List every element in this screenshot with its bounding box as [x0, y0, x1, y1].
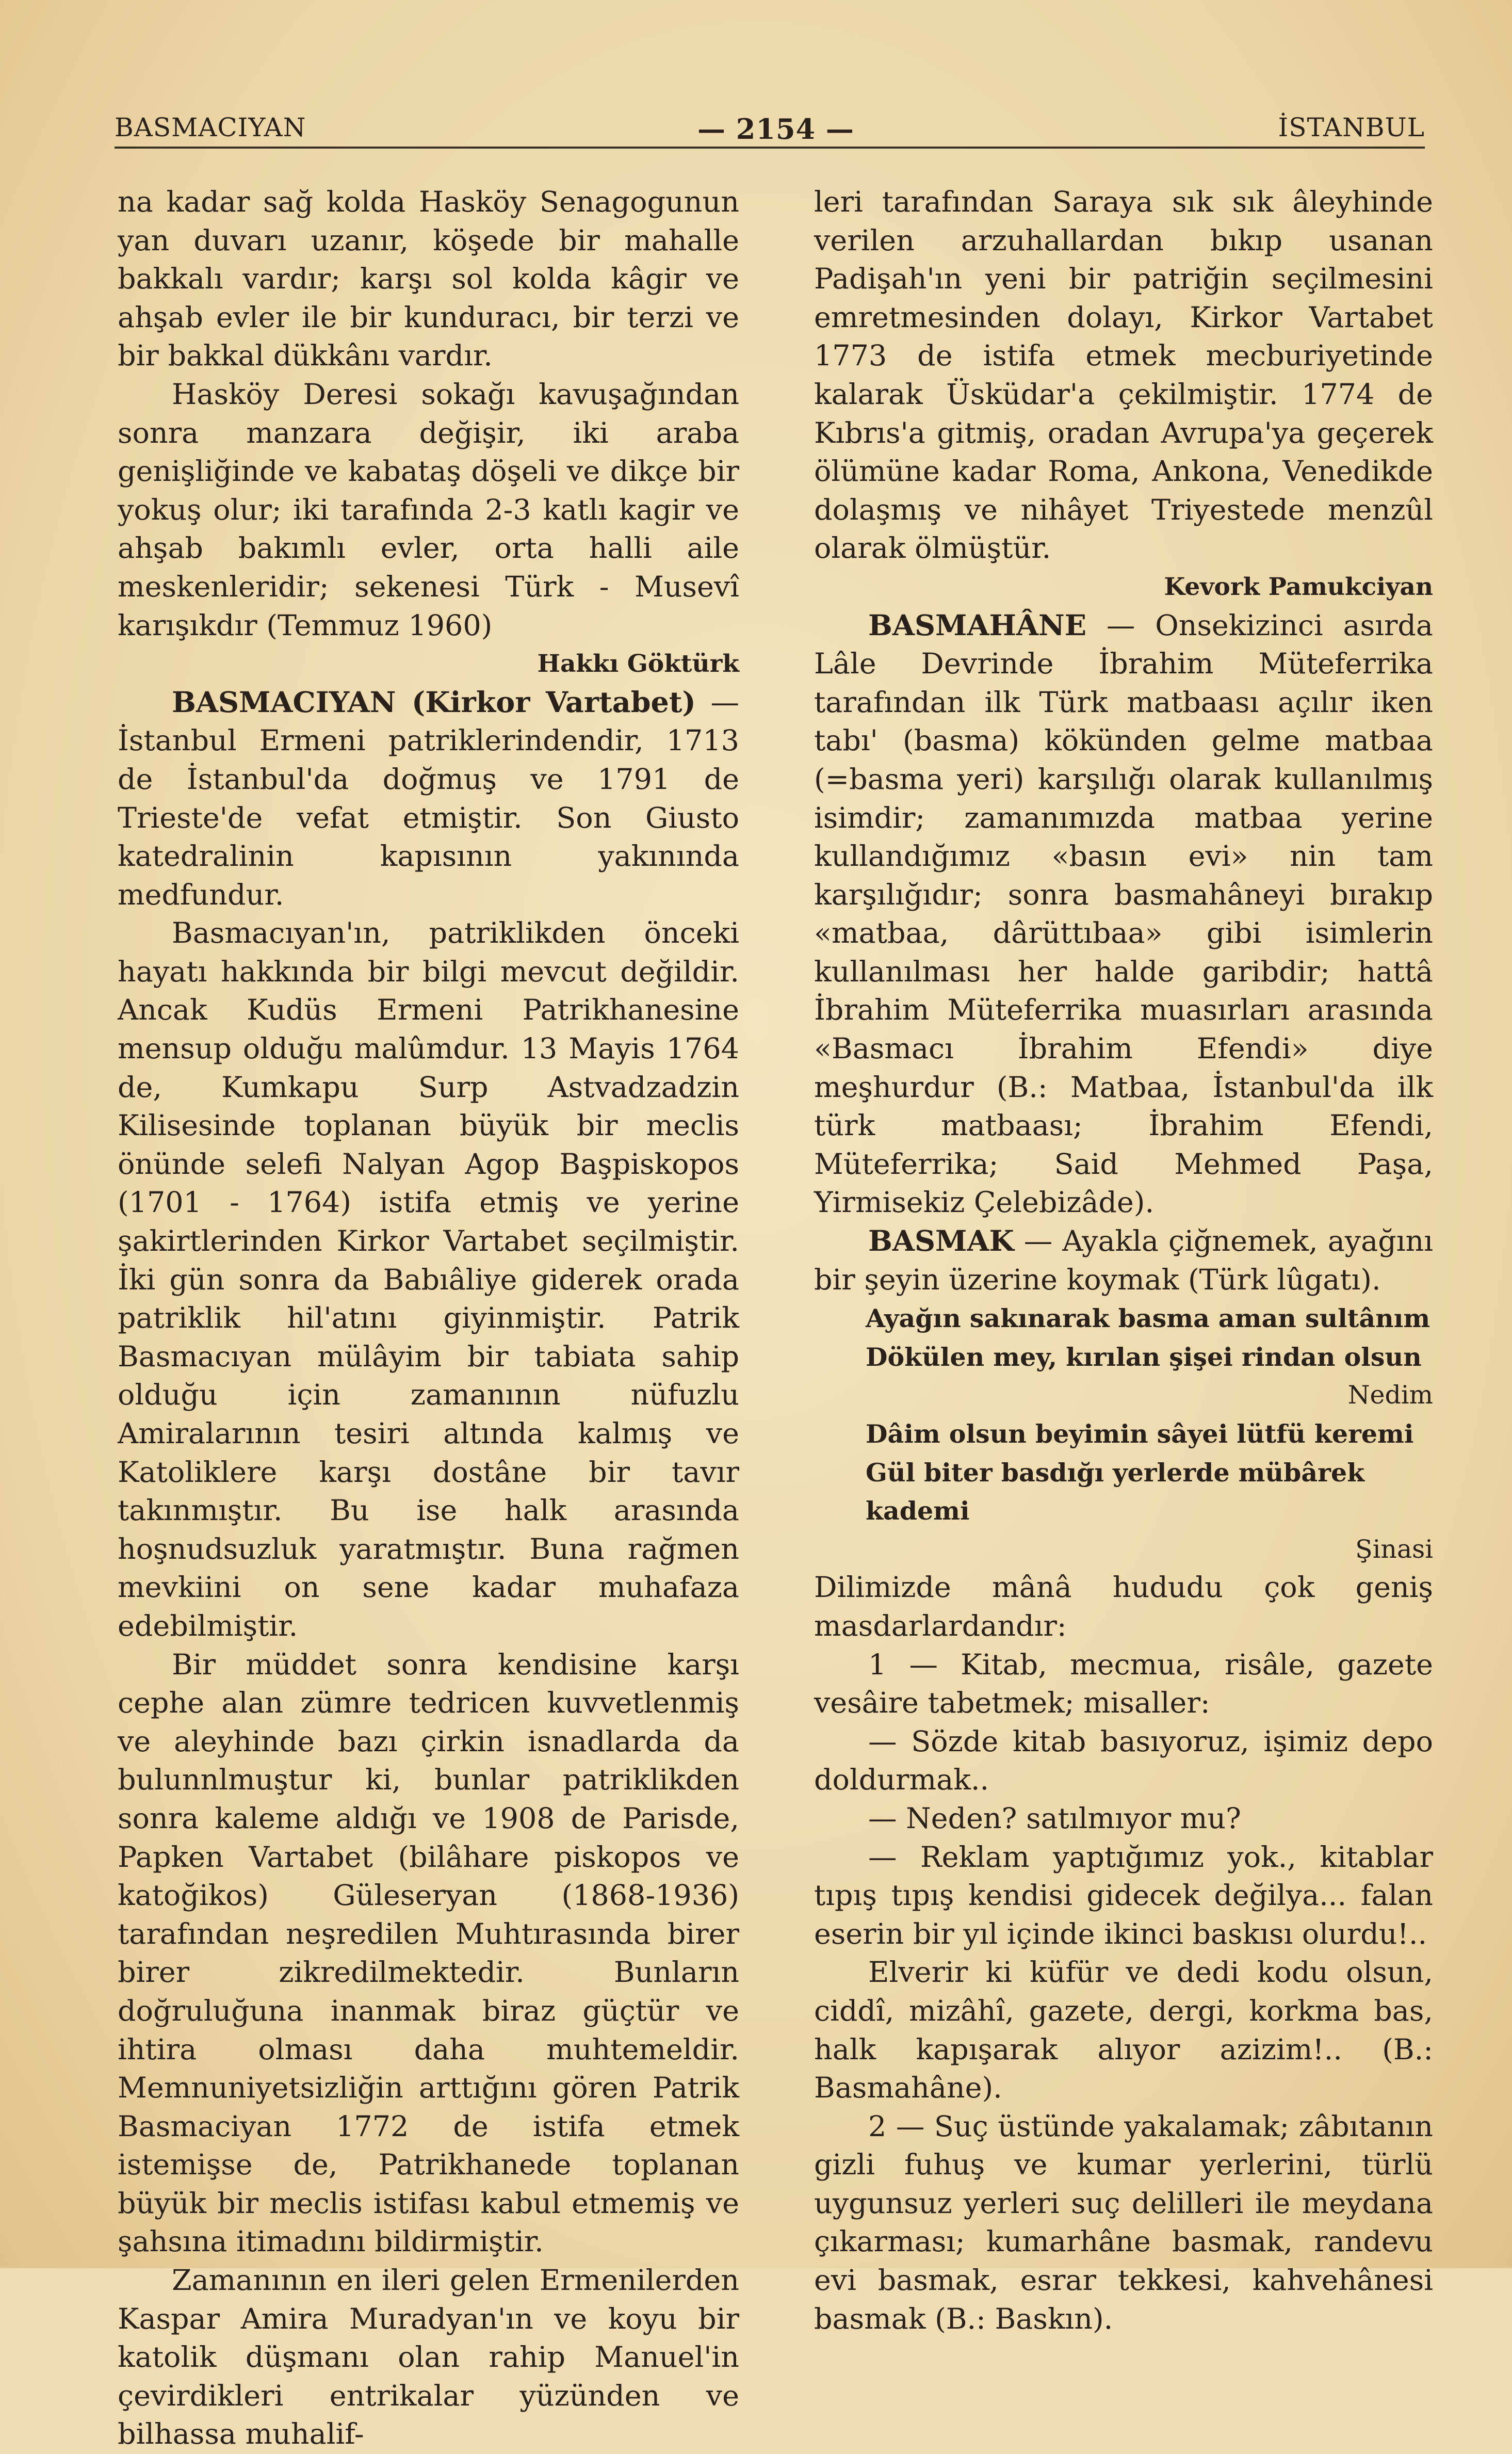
paragraph: — Neden? satılmıyor mu? — [868, 1801, 1241, 1835]
entry-basmaciyan — [118, 684, 739, 915]
page-number: — 2154 — — [697, 112, 854, 146]
page-header — [115, 103, 1425, 150]
entry-headword: BASMAHÂNE — [868, 608, 1087, 642]
paragraph: Elverir ki küfür ve dedi kodu olsun, ciddî, mizâhî, gazete, dergi, korkma bas, halk kapışarak alıyor azizim!.. (B.: Basmahâne). — [814, 1956, 1433, 2105]
entry-text: — Onsekizinci asırda Lâle Devrinde İbrahim Müteferrika tarafından ilk Türk matbaası açılır iken tabı' (basma) kökünden gelme matbaa (=basma yeri) karşılığı olarak kullanılmış isimdir; zamanımızda matbaa yerine kullandığımız «basın evi» nin tam karşılığıdır; sonra basmahâneyi bırakıp «matbaa, dârüttıbaa» gibi isimlerin kullanılması her halde garibdir; hattâ İbrahim Müteferrika muasırları arasında «Basmacı İbrahim Efendi» diye meşhurdur (B.: Matbaa, İstanbul'da ilk türk matbaası; İbrahim Efendi, Müteferrika; Said Mehmed Paşa, Yirmisekiz Çelebizâde). — [814, 608, 1433, 1220]
entry-headword: BASMACIYAN (Kirkor Vartabet) — [172, 685, 696, 719]
paragraph: Dilimizde mânâ hududu çok geniş masdarlardandır: — [814, 1571, 1433, 1643]
entry-basmak — [814, 1222, 1433, 1299]
paragraph: 2 — Suç üstünde yakalamak; zâbıtanın gizli fuhuş ve kumar yerlerini, türlü uygunsuz yerleri suç delilleri ile meydana çıkarması; kumarhâne basmak, randevu evi basmak, esrar tekkesi, kahvehânesi basmak (B.: Baskın). — [814, 2109, 1433, 2336]
entry-basmahane — [814, 607, 1433, 1223]
paragraph: leri tarafından Saraya sık sık âleyhinde verilen arzuhallardan bıkıp usanan Padişah'ın yeni bir patriğin seçilmesini emretmesinden dolayı, Kirkor Vartabet 1773 de istifa etmek mecburiyetinde kalarak Üsküdar'a çekilmiştir. 1774 de Kıbrıs'a gitmiş, oradan Avrupa'ya geçerek ölümüne kadar Roma, Ankona, Venedikde dolaşmış ve nihâyet Triyestede menzûl olarak ölmüştür. — [814, 185, 1433, 566]
entry-text: — Ayakla çiğnemek, ayağını bir şeyin üzerine koymak (Türk lûgatı). — [814, 1224, 1433, 1297]
verse-line: Ayağın sakınarak basma aman sultânım — [866, 1303, 1430, 1334]
paragraph: Zamanının en ileri gelen Ermenilerden Kaspar Amira Muradyan'ın ve koyu bir katolik düşmanı olan rahip Manuel'in çevirdikleri entrikalar yüzünden ve bilhassa muhalif- — [118, 2264, 739, 2451]
paragraph: na kadar sağ kolda Hasköy Senagogunun yan duvarı uzanır, köşede bir mahalle bakkalı vardır; karşı sol kolda kâgir ve ahşab evler ile bir kunduracı, bir terzi ve bir bakkal dükkânı vardır. — [118, 185, 739, 373]
header-rule — [115, 147, 1425, 149]
verse-line: Dökülen mey, kırılan şişei rindan olsun — [866, 1342, 1422, 1372]
paragraph: Bir müddet sonra kendisine karşı cephe alan zümre tedricen kuvvetlenmiş ve aleyhinde bazı çirkin isnadlarda da bulunnlmuştur ki, bunlar patriklikden sonra kaleme aldığı ve 1908 de Parisde, Papken Vartabet (bilâhare piskopos ve katoğikos) Güleseryan (1868-1936) tarafından neşredilen Muhtırasında birer birer zikredilmektedir. Bunların doğruluğuna inanmak biraz güçtür ve ihtira olması daha muhtemeldir. Memnuniyetsizliğin arttığını gören Patrik Basmaciyan 1772 de istifa etmek istemişse de, Patrikhanede toplanan büyük bir meclis istifası kabul etmemiş ve şahsına itimadını bildirmiştir. — [118, 1648, 739, 2259]
paragraph: Basmacıyan'ın, patriklikden önceki hayatı hakkında bir bilgi mevcut değildir. Ancak Kudüs Ermeni Patrikhanesine mensup olduğu malûmdur. 13 Mayis 1764 de, Kumkapu Surp Astvadzadzin Kilisesinde toplanan büyük bir meclis önünde selefi Nalyan Agop Başpiskopos (1701 - 1764) istifa etmiş ve yerine şakirtlerinden Kirkor Vartabet seçilmiştir. İki gün sonra da Babıâliye giderek orada patriklik hil'atını giyinmiştir. Patrik Basmacıyan mülâyim bir tabiata sahip olduğu için zamanının nüfuzlu Amiralarının tesiri altında kalmış ve Katoliklere karşı dostâne bir tavır takınmıştır. Bu ise halk arasında hoşnudsuzluk yaratmıştır. Buna rağmen mevkiini on sene kadar muhafaza edebilmiştir. — [118, 916, 739, 1643]
right-column — [814, 183, 1433, 2338]
left-column — [118, 183, 739, 2454]
header-entry-name: BASMACIYAN — [115, 112, 306, 142]
poet-signature: Şinasi — [1355, 1534, 1433, 1564]
author-signature: Hakkı Göktürk — [537, 650, 739, 679]
paragraph: 1 — Kitab, mecmua, risâle, gazete vesâire tabetmek; misaller: — [814, 1648, 1433, 1720]
verse-line: Dâim olsun beyimin sâyei lütfü keremi — [866, 1419, 1414, 1449]
entry-text: — İstanbul Ermeni patriklerindendir, 1713 de İstanbul'da doğmuş ve 1791 de Trieste'de vefat etmiştir. Son Giusto katedralinin kapısının yakınında medfundur. — [118, 685, 739, 912]
paragraph: — Sözde kitab basıyoruz, işimiz depo doldurmak.. — [814, 1724, 1433, 1797]
verse-line: Gül biter basdığı yerlerde mübârek kademi — [866, 1457, 1365, 1526]
paragraph: — Reklam yaptığımız yok., kitablar tıpış tıpış kendisi gidecek değilya... falan eserin bir yıl içinde ikinci baskısı olurdu!.. — [814, 1840, 1433, 1951]
poet-signature: Nedim — [1347, 1380, 1433, 1410]
entry-headword: BASMAK — [868, 1224, 1014, 1258]
author-signature: Kevork Pamukciyan — [1164, 572, 1433, 601]
paragraph: Hasköy Deresi sokağı kavuşağından sonra manzara değişir, iki araba genişliğinde ve kabataş döşeli ve dikçe bir yokuş olur; iki tarafında 2-3 katlı kagir ve ahşab bakımlı evler, orta halli aile meskenleridir; sekenesi Türk - Musevî karışıkdır (Temmuz 1960) — [118, 377, 739, 642]
header-volume: İSTANBUL — [1278, 112, 1425, 142]
